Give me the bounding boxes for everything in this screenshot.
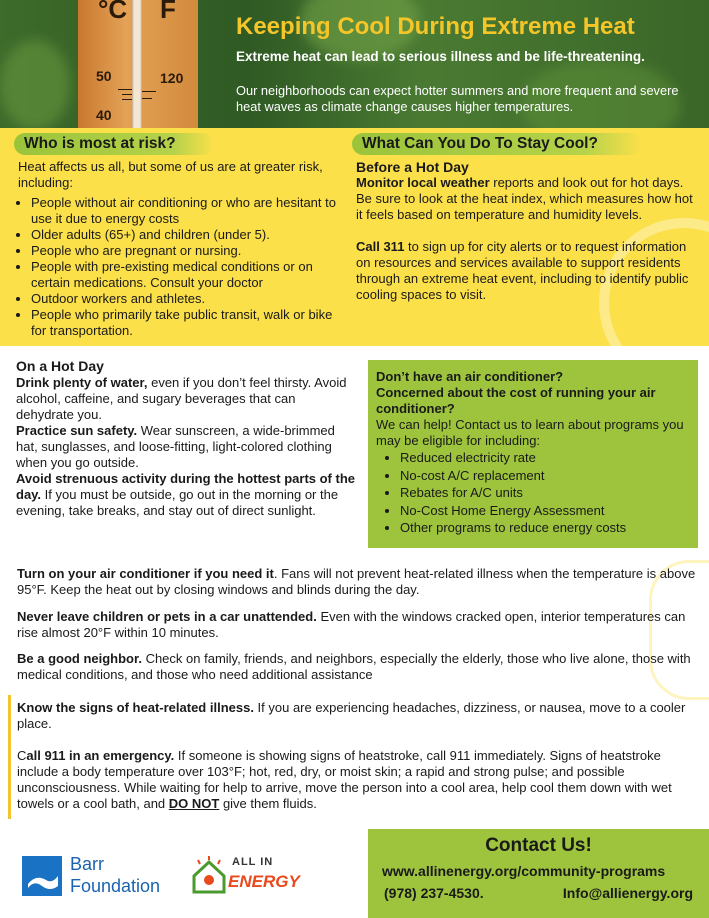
water-tip-bold: Drink plenty of water, — [16, 375, 148, 390]
call-311-bold: Call 311 — [356, 239, 405, 254]
sun-safety-bold: Practice sun safety. — [16, 423, 138, 438]
list-item: • People who primarily take public transit, walk or bike for transportation. — [31, 307, 348, 339]
scale-tick — [118, 89, 132, 90]
program-list — [376, 450, 688, 536]
contact-box — [368, 829, 709, 918]
monitor-weather-rest: reports and look out for hot days. Be sure to look at the heat index, which measures how hot it feels based on temperature and humidity levels. — [356, 175, 693, 222]
scale-tick — [142, 91, 156, 92]
list-item: • Reduced electricity rate — [400, 450, 688, 466]
risk-heading: Who is most at risk? — [14, 133, 214, 155]
fahrenheit-label: F — [160, 0, 176, 24]
risk-column — [18, 159, 348, 339]
car-tip-bold: Never leave children or pets in a car unattended. — [17, 609, 317, 624]
ac-question-1: Don’t have an air conditioner? — [376, 369, 564, 384]
neighbor-tip-bold: Be a good neighbor. — [17, 651, 142, 666]
water-tip-rest: even if you don’t feel thirsty. Avoid alcohol, caffeine, and sugary beverages that can dehydrate you. — [16, 375, 347, 422]
signs-text — [17, 700, 700, 732]
signs-rest: If you are experiencing headaches, dizziness, or nausea, move to a cooler place. — [17, 700, 686, 731]
activity-tip — [16, 471, 356, 519]
email-link[interactable]: Info@allienergy.org — [562, 885, 693, 901]
all-in-energy-logo — [190, 852, 320, 902]
celsius-label: °C — [98, 0, 128, 24]
heat-illness-warning — [8, 695, 700, 819]
before-hot-day-heading: Before a Hot Day — [356, 159, 469, 175]
emergency-c: C — [17, 748, 27, 763]
emergency-rest-1: If someone is showing signs of heatstroke, call 911 immediately. Signs of heatstroke include a body temperature over 103°F; hot, red, dry, or moist skin; a rapid and strong pulse; and possible unconsciousness. While waiting for help to arrive, move the person into a cool area, help cool them down with wet towels or a cool bath, and — [17, 748, 672, 811]
risk-list — [18, 195, 348, 339]
bokeh-light — [0, 40, 70, 128]
list-item: • No-cost A/C replacement — [400, 468, 688, 484]
barr-swoosh-icon — [22, 856, 62, 896]
ac-intro: We can help! Contact us to learn about programs you may be eligible for including: — [376, 417, 684, 448]
stay-cool-column — [356, 159, 696, 303]
thermometer-image — [78, 0, 198, 128]
neighbor-tip-rest: Check on family, friends, and neighbors, especially the elderly, those who live alone, those with medical conditions, and those who need additional assistance — [17, 651, 691, 682]
hot-day-section — [16, 358, 356, 519]
scale-40: 40 — [96, 107, 112, 123]
list-item: • Older adults (65+) and children (under 5). — [31, 227, 348, 243]
barr-foundation-logo — [22, 852, 182, 902]
scale-tick — [122, 94, 132, 95]
emergency-bold: all 911 in an emergency. — [26, 748, 175, 763]
sun-safety-tip — [16, 423, 356, 471]
phone-number[interactable]: (978) 237-4530. — [384, 885, 484, 901]
house-icon — [190, 856, 228, 896]
ac-programs-box — [368, 360, 698, 548]
stay-cool-heading: What Can You Do To Stay Cool? — [352, 133, 642, 155]
scale-tick — [142, 98, 152, 99]
call-311-rest: to sign up for city alerts or to request information on resources and services available to support residents through an extreme heat event, including to identify public cooling spaces to visit. — [356, 239, 689, 302]
sun-safety-rest: Wear sunscreen, a wide-brimmed hat, sunglasses, and loose-fitting, light-colored clothing when you go outside. — [16, 423, 335, 470]
list-item: • No-Cost Home Energy Assessment — [400, 503, 688, 519]
thermometer-tube — [132, 0, 142, 128]
page-subtitle: Extreme heat can lead to serious illness and be life-threatening. — [236, 49, 645, 64]
header-banner — [0, 0, 709, 128]
activity-tip-rest: If you must be outside, go out in the morning or the evening, take breaks, and stay out of direct sunlight. — [16, 487, 339, 518]
scale-120: 120 — [160, 70, 184, 86]
ac-question-2: Concerned about the cost of running your air conditioner? — [376, 385, 656, 416]
list-item: • People who are pregnant or nursing. — [31, 243, 348, 259]
ac-tip-rest: . Fans will not prevent heat-related illness when the temperature is above 95°F. Keep the heat out by closing windows and blinds during the day. — [17, 566, 696, 597]
all-in-text: ALL IN — [232, 856, 274, 868]
list-item: • Other programs to reduce energy costs — [400, 520, 688, 536]
list-item: • People with pre-existing medical conditions or on certain medications. Consult your doctor — [31, 259, 348, 291]
scale-tick — [122, 99, 132, 100]
intro-text: Our neighborhoods can expect hotter summers and more frequent and severe heat waves as climate change causes higher temperatures. — [236, 83, 679, 114]
list-item: • Outdoor workers and athletes. — [31, 291, 348, 307]
barr-logo-icon — [22, 856, 62, 896]
barr-name-1: Barr — [70, 854, 105, 874]
emergency-rest-2: give them fluids. — [219, 796, 317, 811]
neighbor-tip — [17, 651, 697, 683]
scale-50: 50 — [96, 68, 112, 84]
risk-intro: Heat affects us all, but some of us are at greater risk, including: — [18, 159, 323, 190]
monitor-weather-bold: Monitor local weather — [356, 175, 490, 190]
website-link[interactable]: www.allinenergy.org/community-programs — [382, 863, 666, 879]
car-tip — [17, 609, 697, 641]
emergency-text — [17, 748, 700, 812]
list-item: • Rebates for A/C units — [400, 485, 688, 501]
water-tip — [16, 375, 356, 423]
barr-name-2: Foundation — [70, 876, 161, 896]
hot-day-heading: On a Hot Day — [16, 358, 104, 374]
car-tip-rest: Even with the windows cracked open, interior temperatures can rise almost 20°F within 10 minutes. — [17, 609, 686, 640]
energy-text: ENERGY — [228, 872, 300, 891]
activity-tip-bold: Avoid strenuous activity during the hottest parts of the day. — [16, 471, 355, 502]
signs-bold: Know the signs of heat-related illness. — [17, 700, 254, 715]
contact-title: Contact Us! — [485, 835, 592, 856]
monitor-weather-text — [356, 175, 696, 223]
page-title: Keeping Cool During Extreme Heat — [236, 13, 635, 40]
do-not-text: DO NOT — [168, 796, 220, 811]
ac-tip-bold: Turn on your air conditioner if you need it — [17, 566, 274, 581]
air-conditioner-tip — [17, 566, 697, 598]
call-311-text — [356, 239, 696, 303]
list-item: • People without air conditioning or who are hesitant to use it due to energy costs — [31, 195, 348, 227]
